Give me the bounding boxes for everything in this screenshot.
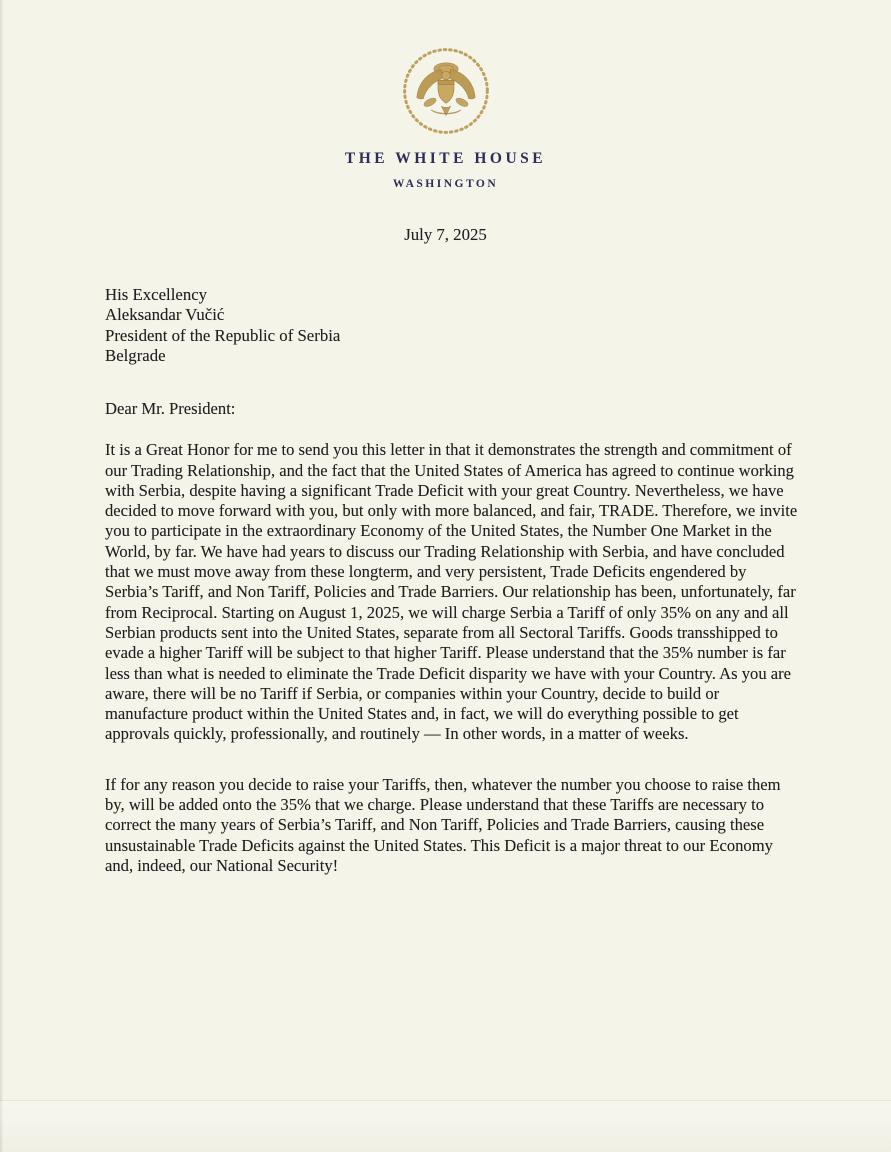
scan-edge — [0, 0, 3, 1152]
letter-body — [105, 399, 799, 876]
recipient-city: Belgrade — [105, 345, 166, 365]
recipient-honorific: His Excellency — [105, 285, 208, 304]
recipient-name: Aleksandar Vučić — [105, 305, 225, 325]
recipient-address-block — [105, 285, 340, 366]
letter-greeting: Dear Mr. President: — [105, 399, 236, 418]
letter-paragraph-2: If for any reason you decide to raise your Tariffs, then, whatever the number you choose to raise them by, will be added onto the 35% that we charge. Please understand that these Tariffs are necessary to correct the many years of Serbia’s Tariff, and Non Tariff, Policies and Trade Barriers, causing these unsustainable Trade Deficits against the United States. This Deficit is a major threat to our Economy and, indeed, our National Security! — [105, 774, 781, 875]
scan-fold-artifact — [0, 1100, 891, 1152]
letterhead-organization: THE WHITE HOUSE — [344, 150, 547, 167]
recipient-title: President of the Republic of Serbia — [105, 325, 341, 345]
letter-date: July 7, 2025 — [404, 225, 487, 244]
letter-paragraph-1: It is a Great Honor for me to send you this letter in that it demonstrates the strength and commitment of our Trading Relationship, and the fact that the United States of America has agreed to continue working with Serbia, despite having a significant Trade Deficit with your great Country. Nevertheless, we have decided to move forward with you, but only with more balanced, and fair, TRADE. Therefore, we invite you to participate in the extraordinary Economy of the United States, the Number One Market in the World, by far. We have had years to discuss our Trading Relationship with Serbia, and have concluded that we must move away from these longterm, and very persistent, Trade Deficits engendered by Serbia’s Tariff, and Non Tariff, Policies and Trade Barriers. Our relationship has been, unfortunately, far from Reciprocal. Starting on August 1, 2025, we will charge Serbia a Tariff of only 35% on any and all Serbian products sent into the United States, separate from all Sectoral Tariffs. Goods transshipped to evade a higher Tariff will be subject to that higher Tariff. Please understand that the 35% number is far less than what is needed to eliminate the Trade Deficit disparity we have with your Country. As you are aware, there will be no Tariff if Serbia, or companies within your Country, decide to build or manufacture product within the United States and, in fact, we will do everything possible to get approvals quickly, professionally, and routinely — In other words, in a matter of weeks. — [105, 440, 798, 744]
presidential-seal-icon — [399, 44, 493, 138]
letterhead-city: WASHINGTON — [392, 178, 499, 190]
